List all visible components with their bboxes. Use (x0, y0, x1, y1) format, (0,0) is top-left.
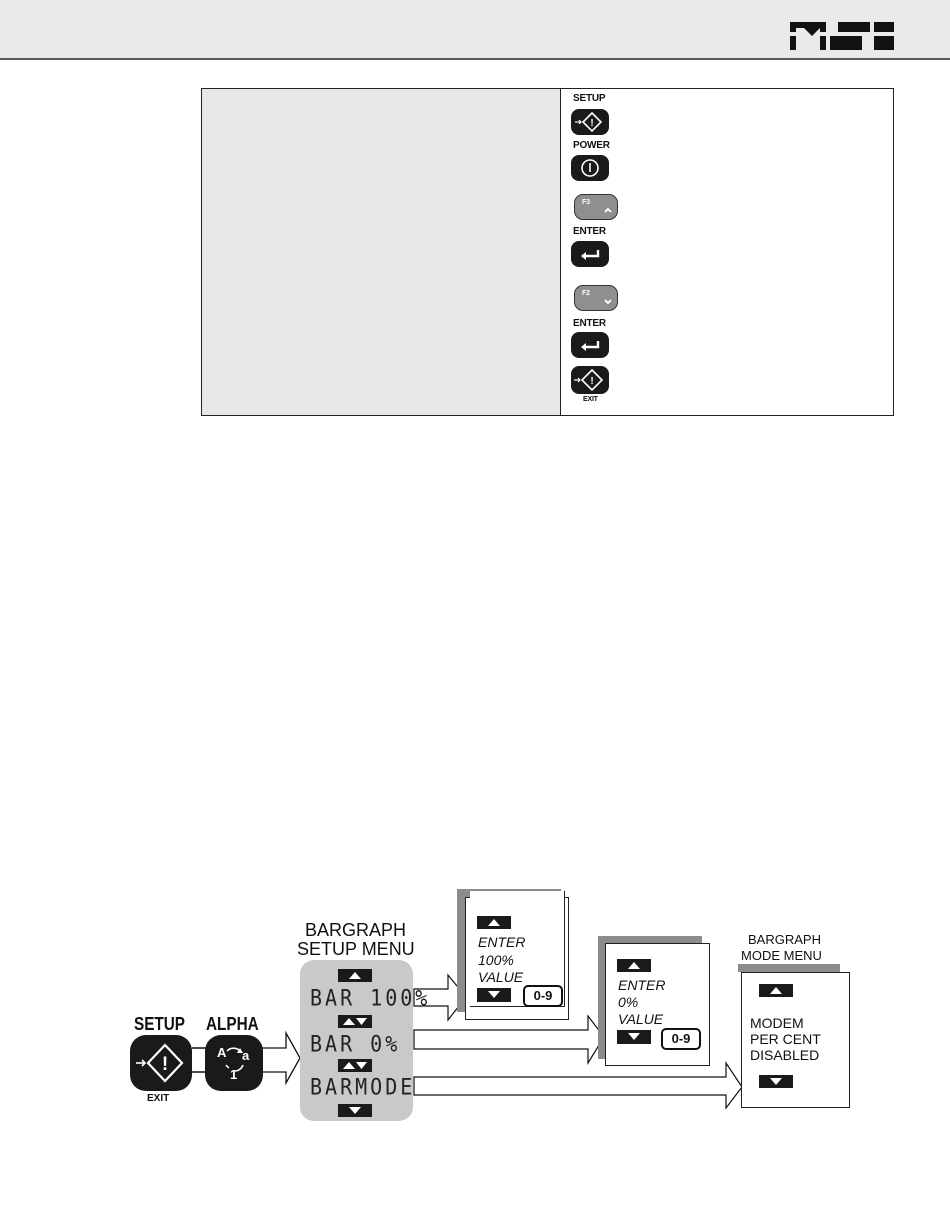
setup-key-label: SETUP (573, 93, 606, 104)
up-down-arrows-icon (338, 1015, 372, 1028)
alpha-glyph-digit: 1 (230, 1067, 238, 1082)
svg-text:!: ! (590, 376, 594, 387)
card-100-value (465, 897, 569, 1020)
menu-updown-button-2[interactable] (338, 1059, 372, 1072)
lcd-barmode: BARMODE (310, 1073, 416, 1101)
alpha-cycle-icon (205, 1035, 263, 1091)
bargraph-setup-menu-title-2: SETUP MENU (297, 939, 415, 959)
card-100-line-2: 100% (478, 952, 514, 968)
card-0-digits-button[interactable]: 0-9 (661, 1028, 701, 1050)
mode-menu-up-button[interactable] (759, 984, 793, 997)
lcd-bar-100: BAR 100% (310, 984, 431, 1012)
enter-key-label-2: ENTER (573, 318, 606, 329)
up-down-arrows-icon (338, 1059, 372, 1072)
mode-menu-down-button[interactable] (759, 1075, 793, 1088)
exit-key-label: EXIT (583, 396, 598, 403)
diagram-alpha-key[interactable] (205, 1035, 263, 1091)
card-0-down-button[interactable] (617, 1030, 651, 1044)
power-key-label: POWER (573, 140, 610, 151)
alpha-glyph-upper: A (217, 1045, 227, 1060)
mode-option-disabled[interactable]: DISABLED (750, 1047, 820, 1063)
alpha-glyph-lower: a (242, 1048, 250, 1063)
diagram-setup-label: SETUP (134, 1014, 186, 1034)
f2-key-label: F2 (582, 290, 590, 297)
card-100-line-1: ENTER (478, 934, 526, 950)
menu-down-button[interactable] (338, 1104, 372, 1117)
diagram-alpha-label: ALPHA (206, 1014, 259, 1034)
card-0-value (605, 943, 710, 1066)
diagram-setup-key[interactable] (130, 1035, 192, 1091)
mode-menu-card (741, 972, 850, 1108)
svg-text:!: ! (590, 118, 594, 129)
card-100-up-button[interactable] (477, 916, 511, 929)
setup-icon (130, 1035, 192, 1091)
card-100-digits-button[interactable]: 0-9 (523, 985, 563, 1007)
card-0-line-1: ENTER (618, 977, 666, 993)
bargraph-mode-menu-title-1: BARGRAPH (748, 932, 821, 947)
card-0-up-button[interactable] (617, 959, 651, 972)
card-100-down-button[interactable] (477, 988, 511, 1002)
lcd-bar-0: BAR 0% (310, 1030, 401, 1058)
menu-up-button[interactable] (338, 969, 372, 982)
mode-option-per-cent[interactable]: PER CENT (750, 1031, 821, 1047)
mode-option-modem[interactable]: MODEM (750, 1015, 804, 1031)
mode-menu-shadow (738, 964, 840, 972)
enter-key-label-1: ENTER (573, 226, 606, 237)
bargraph-mode-menu-title-2: MODE MENU (741, 948, 822, 963)
f3-key-label: F3 (582, 199, 590, 206)
bargraph-setup-menu-title-1: BARGRAPH (305, 920, 407, 940)
card-0-line-3: VALUE (618, 1011, 664, 1027)
menu-updown-button-1[interactable] (338, 1015, 372, 1028)
svg-text:!: ! (161, 1054, 169, 1075)
diagram-exit-label: EXIT (147, 1093, 170, 1104)
card-0-line-2: 0% (618, 994, 639, 1010)
card-100-line-3: VALUE (478, 969, 524, 985)
